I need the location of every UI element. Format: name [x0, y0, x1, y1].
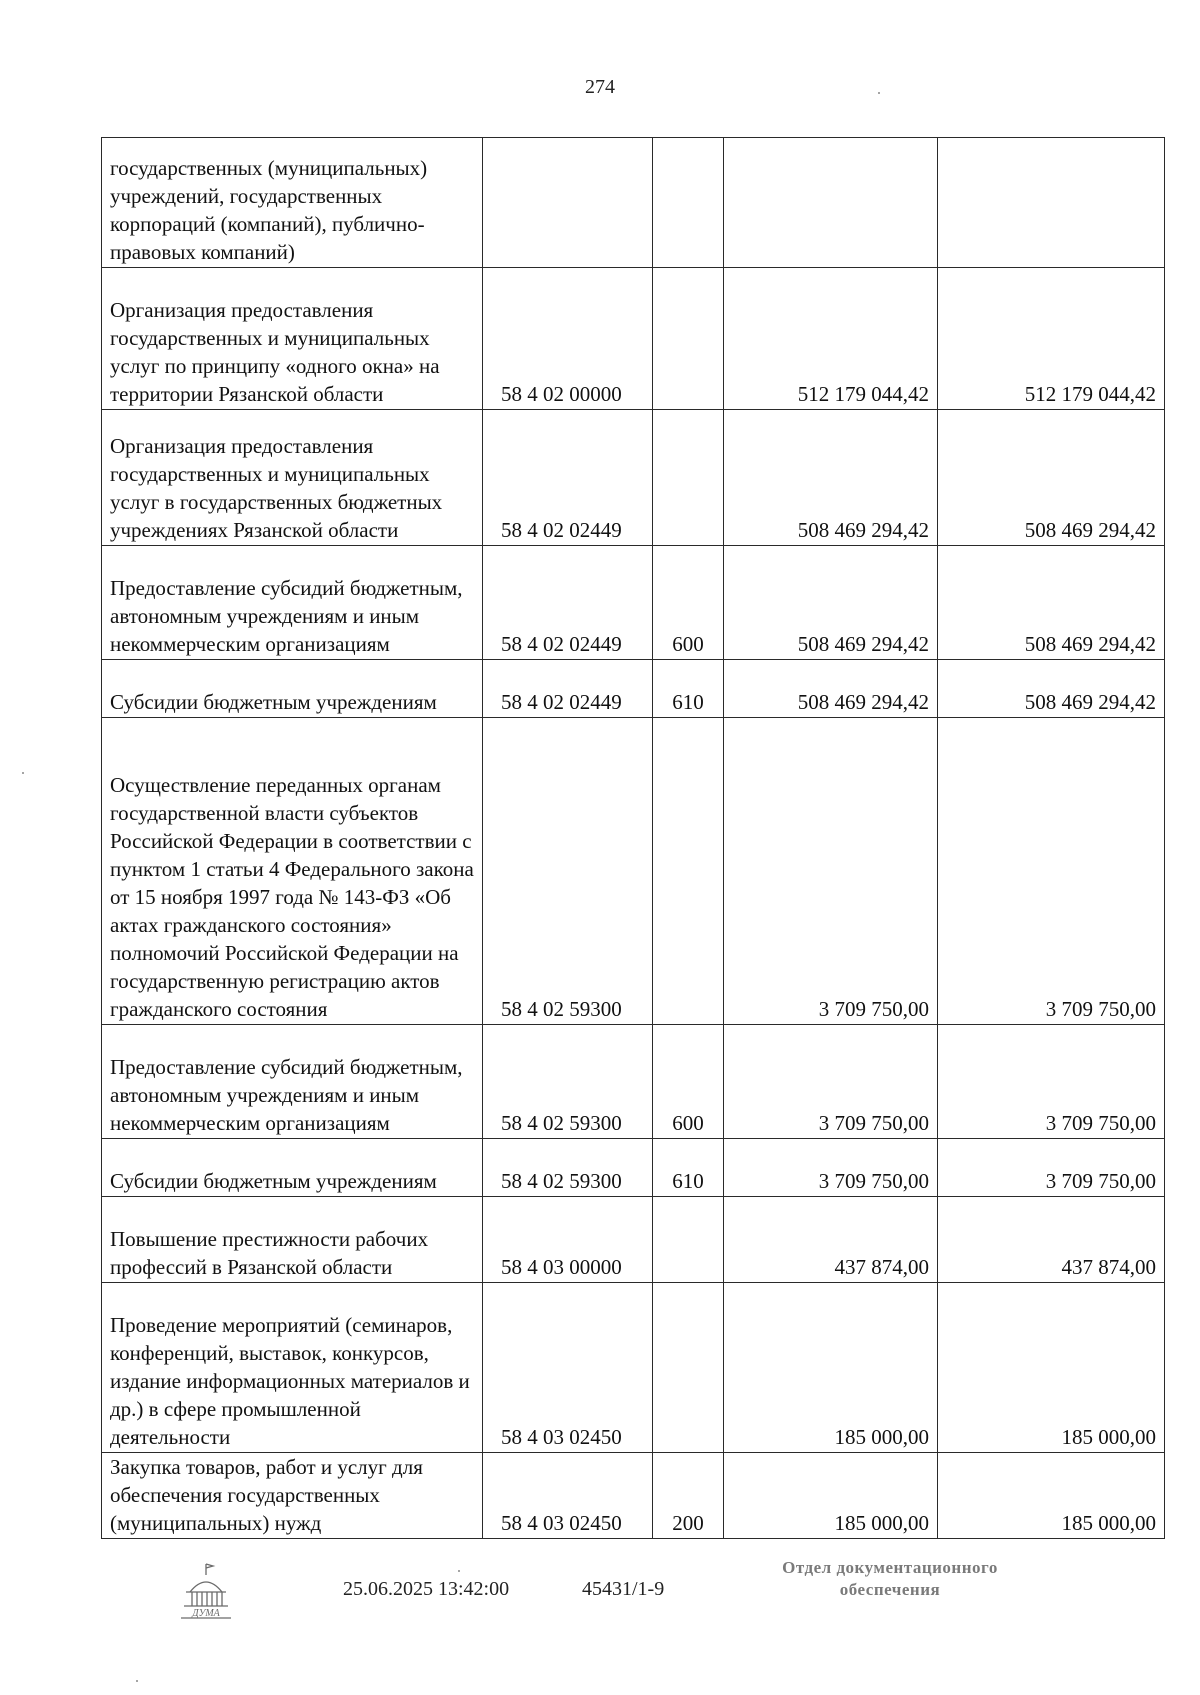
row-amount-1: 185 000,00: [724, 1283, 938, 1453]
row-code: 58 4 02 59300: [483, 718, 653, 1025]
row-amount-2: 508 469 294,42: [938, 410, 1165, 546]
row-expense-type: 610: [653, 660, 724, 718]
department-stamp: [740, 1557, 1040, 1601]
row-amount-2: 3 709 750,00: [938, 1025, 1165, 1139]
row-code: [483, 138, 653, 268]
budget-table: [101, 137, 1165, 1539]
scan-speck: [878, 92, 880, 94]
page-number: 274: [585, 76, 615, 98]
row-expense-type: [653, 268, 724, 410]
row-expense-type: 200: [653, 1453, 724, 1539]
row-name: Предоставление субсидий бюджетным, автономным учреждениям и иным некоммерческим организациям: [102, 546, 483, 660]
row-code: 58 4 03 02450: [483, 1453, 653, 1539]
table-row: [102, 410, 1165, 546]
row-amount-2: 508 469 294,42: [938, 660, 1165, 718]
row-amount-2: 437 874,00: [938, 1197, 1165, 1283]
row-amount-1: 3 709 750,00: [724, 1025, 938, 1139]
table-row: [102, 1197, 1165, 1283]
scan-speck: [136, 1680, 138, 1682]
row-expense-type: 610: [653, 1139, 724, 1197]
row-amount-1: 508 469 294,42: [724, 660, 938, 718]
department-stamp-line2: обеспечения: [839, 1580, 941, 1599]
row-amount-2: 3 709 750,00: [938, 718, 1165, 1025]
row-amount-1: 508 469 294,42: [724, 546, 938, 660]
row-code: 58 4 02 02449: [483, 410, 653, 546]
table-row: [102, 660, 1165, 718]
row-name: Повышение престижности рабочих профессий в Рязанской области: [102, 1197, 483, 1283]
table-row: [102, 1025, 1165, 1139]
row-amount-1: 3 709 750,00: [724, 718, 938, 1025]
scan-speck: [22, 772, 24, 774]
table-row: [102, 718, 1165, 1025]
row-amount-1: 512 179 044,42: [724, 268, 938, 410]
row-expense-type: [653, 1197, 724, 1283]
row-amount-1: 3 709 750,00: [724, 1139, 938, 1197]
row-amount-2: 512 179 044,42: [938, 268, 1165, 410]
row-name: Субсидии бюджетным учреждениям: [102, 660, 483, 718]
table-row: [102, 268, 1165, 410]
row-amount-1: [724, 138, 938, 268]
row-amount-2: 185 000,00: [938, 1283, 1165, 1453]
duma-building-logo-icon: [178, 1562, 234, 1624]
row-name: Организация предоставления государственных и муниципальных услуг по принципу «одного окна» на территории Рязанской области: [102, 268, 483, 410]
row-code: 58 4 03 02450: [483, 1283, 653, 1453]
row-code: 58 4 02 02449: [483, 660, 653, 718]
row-expense-type: [653, 138, 724, 268]
row-code: 58 4 02 59300: [483, 1025, 653, 1139]
row-expense-type: [653, 410, 724, 546]
row-name: Проведение мероприятий (семинаров, конференций, выставок, конкурсов, издание информационных материалов и др.) в сфере промышленной деятельности: [102, 1283, 483, 1453]
table-row: [102, 138, 1165, 268]
row-expense-type: 600: [653, 546, 724, 660]
table-row: [102, 1283, 1165, 1453]
row-amount-1: 185 000,00: [724, 1453, 938, 1539]
logo-lettering: ДУМА: [192, 1608, 220, 1619]
table-row: [102, 1139, 1165, 1197]
department-stamp-line1: Отдел документационного: [782, 1558, 998, 1577]
row-name: Предоставление субсидий бюджетным, автономным учреждениям и иным некоммерческим организациям: [102, 1025, 483, 1139]
stamp-datetime: 25.06.2025 13:42:00: [343, 1578, 510, 1600]
row-name: Осуществление переданных органам государственной власти субъектов Российской Федерации в соответствии с пунктом 1 статьи 4 Федерального закона от 15 ноября 1997 года № 143-ФЗ «Об актах гражданского состояния» полномочий Российской Федерации на государственную регистрацию актов гражданского состояния: [102, 718, 483, 1025]
row-amount-2: [938, 138, 1165, 268]
row-amount-1: 508 469 294,42: [724, 410, 938, 546]
row-name: Закупка товаров, работ и услуг для обеспечения государственных (муниципальных) нужд: [102, 1453, 483, 1539]
scan-speck: [458, 1570, 460, 1572]
row-expense-type: [653, 718, 724, 1025]
registration-number: 45431/1-9: [582, 1578, 665, 1600]
table-row: [102, 546, 1165, 660]
row-code: 58 4 02 00000: [483, 268, 653, 410]
row-name: Организация предоставления государственных и муниципальных услуг в государственных бюджетных учреждениях Рязанской области: [102, 410, 483, 546]
row-expense-type: [653, 1283, 724, 1453]
row-name: государственных (муниципальных) учреждений, государственных корпораций (компаний), публично-правовых компаний): [102, 138, 483, 268]
row-code: 58 4 02 59300: [483, 1139, 653, 1197]
row-amount-2: 508 469 294,42: [938, 546, 1165, 660]
row-code: 58 4 03 00000: [483, 1197, 653, 1283]
row-expense-type: 600: [653, 1025, 724, 1139]
row-name: Субсидии бюджетным учреждениям: [102, 1139, 483, 1197]
row-amount-2: 185 000,00: [938, 1453, 1165, 1539]
table-row: [102, 1453, 1165, 1539]
row-amount-2: 3 709 750,00: [938, 1139, 1165, 1197]
row-code: 58 4 02 02449: [483, 546, 653, 660]
row-amount-1: 437 874,00: [724, 1197, 938, 1283]
